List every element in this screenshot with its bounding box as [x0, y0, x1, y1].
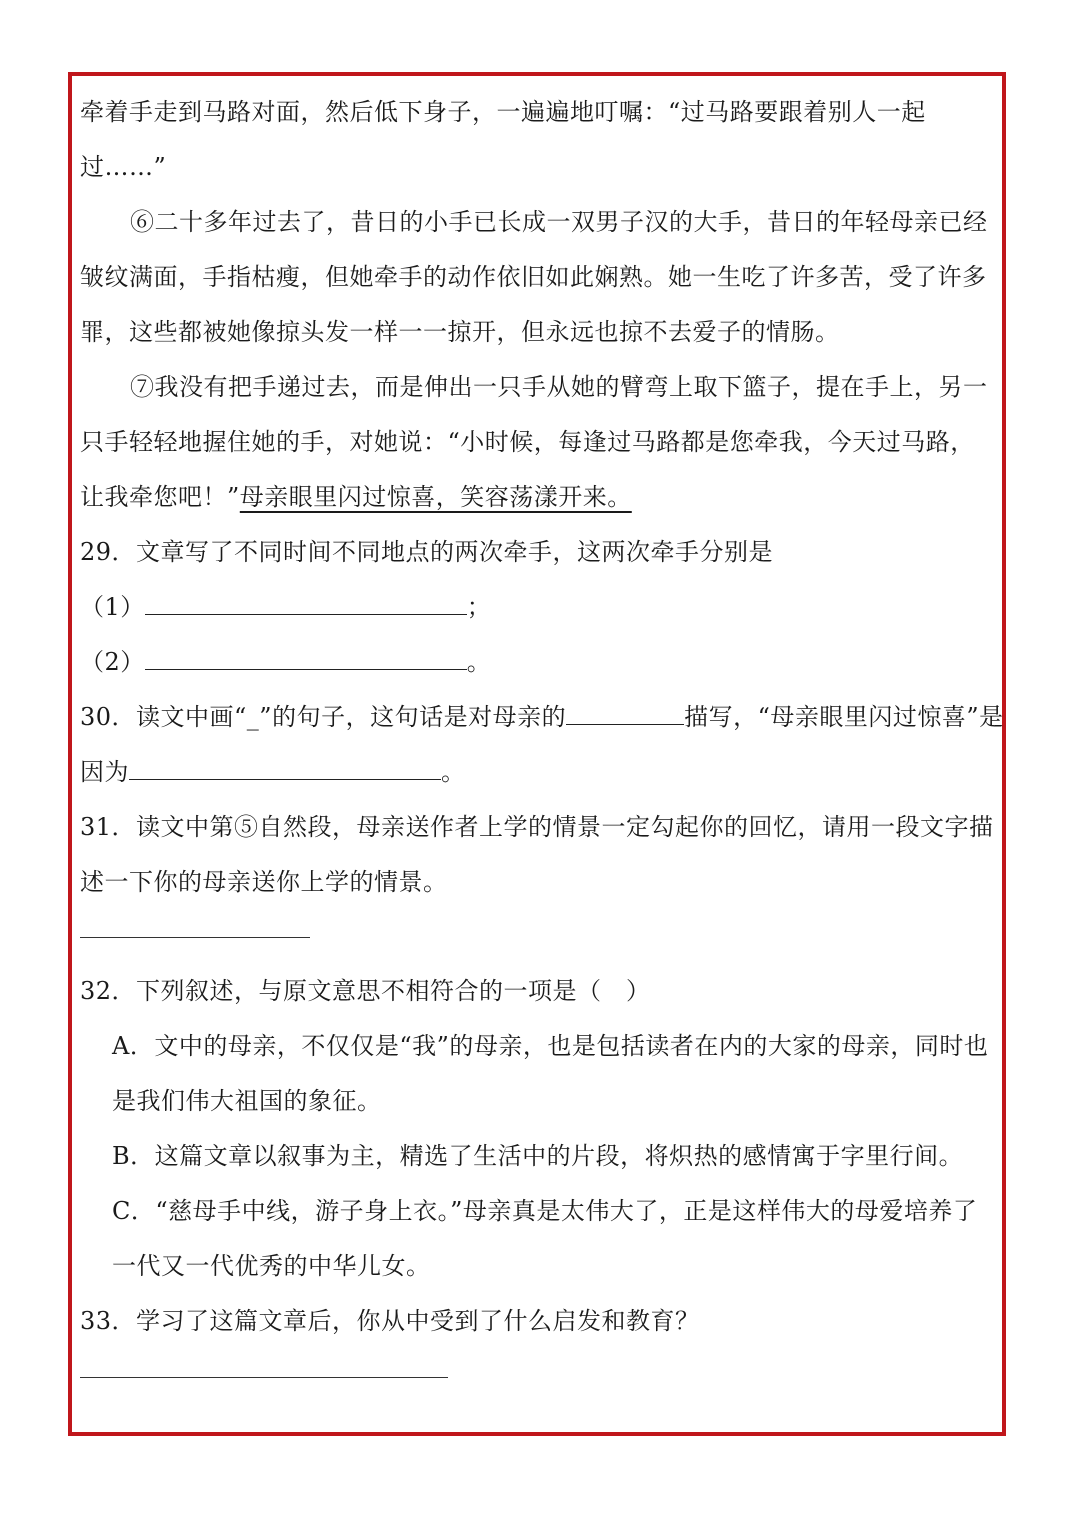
option-a-line-1: A．文中的母亲，不仅仅是“我”的母亲，也是包括读者在内的大家的母亲，同时也: [112, 1032, 989, 1060]
option-b: B．这篇文章以叙事为主，精选了生活中的片段，将炽热的感情寓于字里行间。: [112, 1142, 964, 1170]
question-29-answer-2: [80, 642, 491, 677]
answer-1-end: ；: [466, 593, 492, 621]
question-31-line-1: 31．读文中第⑤自然段，母亲送作者上学的情景一定勾起你的回忆，请用一段文字描: [80, 813, 994, 841]
question-33-answer-line[interactable]: [80, 1377, 448, 1378]
paragraph-6-line-1: ⑥二十多年过去了，昔日的小手已长成一双男子汉的大手，昔日的年轻母亲已经: [130, 208, 988, 236]
answer-1-blank[interactable]: [145, 592, 467, 615]
answer-2-label: （2）: [80, 648, 145, 676]
underlined-sentence: 母亲眼里闪过惊喜，笑容荡漾开来。: [239, 483, 632, 511]
passage-line-1: 牵着手走到马路对面，然后低下身子，一遍遍地叮嘱：“过马路要跟着别人一起: [80, 98, 926, 126]
option-c-line-1: C．“慈母手中线，游子身上衣。”母亲真是太伟大了，正是这样伟大的母爱培养了: [112, 1197, 978, 1225]
paragraph-6-line-3: 罪，这些都被她像掠头发一样一一掠开，但永远也掠不去爱子的情肠。: [80, 318, 840, 346]
question-30-text-d: 。: [441, 758, 466, 786]
option-a-line-2: 是我们伟大祖国的象征。: [112, 1087, 382, 1115]
question-29-answer-1: [80, 587, 491, 622]
q30-blank-1[interactable]: [566, 702, 684, 725]
answer-1-label: （1）: [80, 593, 145, 621]
question-30-line-1: [80, 697, 1004, 732]
question-30-line-2: [80, 752, 466, 787]
passage-line-2: 过……”: [80, 153, 167, 181]
question-31-line-2: 述一下你的母亲送你上学的情景。: [80, 868, 448, 896]
option-c-line-2: 一代又一代优秀的中华儿女。: [112, 1252, 431, 1280]
paragraph-7-line-2: 只手轻轻地握住她的手，对她说：“小时候，每逢过马路都是您牵我，今天过马路，: [80, 428, 975, 456]
question-32: 32．下列叙述，与原文意思不相符合的一项是（ ）: [80, 977, 651, 1005]
question-30-text-b: 描写，“母亲眼里闪过惊喜”是: [684, 703, 1004, 731]
paragraph-7-line-3-text: 让我牵您吧！”: [80, 483, 240, 511]
answer-2-end: 。: [466, 648, 492, 676]
q30-blank-2[interactable]: [129, 757, 441, 780]
question-31-answer-line[interactable]: [80, 937, 310, 938]
question-29: 29．文章写了不同时间不同地点的两次牵手，这两次牵手分别是: [80, 538, 774, 566]
question-30-text-a: 30．读文中画“_”的句子，这句话是对母亲的: [80, 703, 567, 731]
question-33: 33．学习了这篇文章后，你从中受到了什么启发和教育？: [80, 1307, 700, 1335]
answer-2-blank[interactable]: [145, 647, 467, 670]
question-30-text-c: 因为: [80, 758, 129, 786]
paragraph-7-line-3: [80, 477, 632, 512]
paragraph-7-line-1: ⑦我没有把手递过去，而是伸出一只手从她的臂弯上取下篮子，提在手上，另一: [130, 373, 988, 401]
paragraph-6-line-2: 皱纹满面，手指枯瘦，但她牵手的动作依旧如此娴熟。她一生吃了许多苦，受了许多: [80, 263, 987, 291]
